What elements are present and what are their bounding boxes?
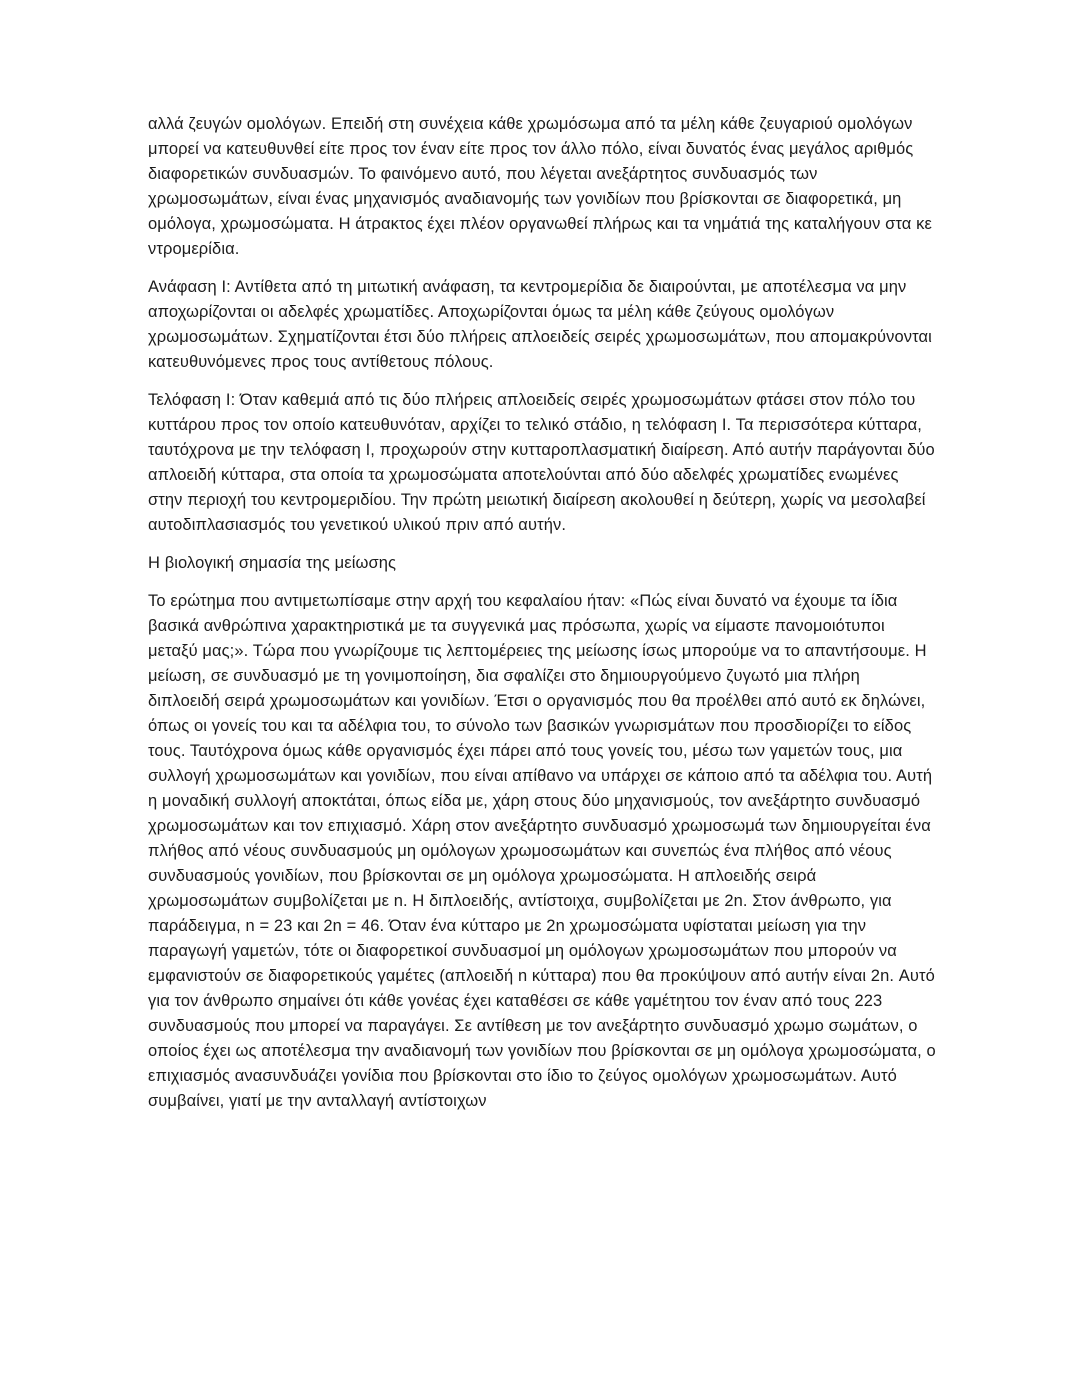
paragraph-biological-significance: Το ερώτημα που αντιμετωπίσαμε στην αρχή του κεφαλαίου ήταν: «Πώς είναι δυνατό να έχουμε τα ίδια βασικά ανθρώπινα χαρακτηριστικά με τα συγγενικά μας πρόσωπα, χωρίς να είμαστε πανομοιότυποι μεταξύ μας;». Τώρα που γνωρίζουμε τις λεπτομέρειες της μείωσης ίσως μπορούμε να το απαντήσουμε. Η μείωση, σε συνδυασμό με τη γονιμοποίηση, δια σφαλίζει στο δημιουργούμενο ζυγωτό μια πλήρη διπλοειδή σειρά χρωμοσωμάτων και γονιδίων. Έτσι ο οργανισμός που θα προέλθει από αυτό εκ δηλώνει, όπως οι γονείς του και τα αδέλφια του, το σύνολο των βασικών γνωρισμάτων που προσδιορίζει το είδος τους. Ταυτόχρονα όμως κάθε οργανισμός έχει πάρει από τους γονείς του, μέσω των γαμετών τους, μια συλλογή χρωμοσωμάτων και γονιδίων, που είναι απίθανο να υπάρχει σε κάποιο από τα αδέλφια του. Αυτή η μοναδική συλλογή αποκτάται, όπως είδα με, χάρη στους δύο μηχανισμούς, τον ανεξάρτητο συνδυασμό χρωμοσωμάτων και τον επιχιασμό. Χάρη στον ανεξάρτητο συνδυασμό χρωμοσωμά των δημιουργείται ένα πλήθος από νέους συνδυασμούς μη ομόλογων χρωμοσωμάτων και συνεπώς ένα πλήθος από νέους συνδυασμούς γονιδίων, που βρίσκονται σε μη ομόλογα χρωμοσώματα. Η απλοειδής σειρά χρωμοσωμάτων συμβολίζεται με n. Η διπλοειδής, αντίστοιχα, συμβολίζεται με 2n. Στον άνθρωπο, για παράδειγμα, n = 23 και 2n = 46. Όταν ένα κύτταρο με 2n χρωμοσώματα υφίσταται μείωση για την παραγωγή γαμετών, τότε οι διαφορετικοί συνδυασμοί μη ομόλογων χρωμοσωμάτων που μπορούν να εμφανιστούν σε διαφορετικούς γαμέτες (απλοειδή n κύτταρα) που θα προκύψουν από αυτήν είναι 2n. Αυτό για τον άνθρωπο σημαίνει ότι κάθε γονέας έχει καταθέσει σε κάθε γαμέτητου τον έναν από τους 223 συνδυασμούς που μπορεί να παραγάγει. Σε αντίθεση με τον ανεξάρτητο συνδυασμό χρωμο σωμάτων, ο οποίος έχει ως αποτέλεσμα την αναδιανομή των γονιδίων που βρίσκονται σε μη ομόλογα χρωμοσώματα, ο επιχιασμός ανασυνδυάζει γονίδια που βρίσκονται στο ίδιο το ζεύγος ομολόγων χρωμοσωμάτων. Αυτό συμβαίνει, γιατί με την ανταλλαγή αντίστοιχων — [148, 592, 936, 1110]
page-text-content — [148, 112, 936, 1127]
paragraph-anaphase-1: Ανάφαση Ι: Αντίθετα από τη μιτωτική ανάφαση, τα κεντρομερίδια δε διαιρούνται, με αποτέλεσμα να μην αποχωρίζονται οι αδελφές χρωματίδες. Αποχωρίζονται όμως τα μέλη κάθε ζεύγους ομολόγων χρωμοσωμάτων. Σχηματίζονται έτσι δύο πλήρεις απλοειδείς σειρές χρωμοσωμάτων, που απομακρύνονται κατευθυνόμενες προς τους αντίθετους πόλους. — [148, 278, 932, 371]
paragraph-independent-assortment: αλλά ζευγών ομολόγων. Επειδή στη συνέχεια κάθε χρωμόσωμα από τα μέλη κάθε ζευγαριού ομολόγων μπορεί να κατευθυνθεί είτε προς τον έναν είτε προς τον άλλο πόλο, είναι δυνατός ένας μεγάλος αριθμός διαφορετικών συνδυασμών. Το φαινόμενο αυτό, που λέγεται ανεξάρτητος συνδυασμός των χρωμοσωμάτων, είναι ένας μηχανισμός αναδιανομής των γονιδίων που βρίσκονται σε διαφορετικά, μη ομόλογα, χρωμοσώματα. Η άτρακτος έχει πλέον οργανωθεί πλήρως και τα νημάτιά της καταλήγουν στα κε ντρομερίδια. — [148, 115, 932, 258]
paragraph-telophase-1: Τελόφαση Ι: Όταν καθεμιά από τις δύο πλήρεις απλοειδείς σειρές χρωμοσωμάτων φτάσει στον πόλο του κυττάρου προς τον οποίο κατευθυνόταν, αρχίζει το τελικό στάδιο, η τελόφαση Ι. Τα περισσότερα κύτταρα, ταυτόχρονα με την τελόφαση Ι, προχωρούν στην κυτταροπλασματική διαίρεση. Από αυτήν παράγονται δύο απλοειδή κύτταρα, στα οποία τα χρωμοσώματα αποτελούνται από δύο αδελφές χρωματίδες ενωμένες στην περιοχή του κεντρομεριδίου. Την πρώτη μειωτική διαίρεση ακολουθεί η δεύτερη, χωρίς να μεσολαβεί αυτοδιπλασιασμός του γενετικού υλικού πριν από αυτήν. — [148, 391, 935, 534]
section-heading-biological-significance: Η βιολογική σημασία της μείωσης — [148, 554, 397, 572]
